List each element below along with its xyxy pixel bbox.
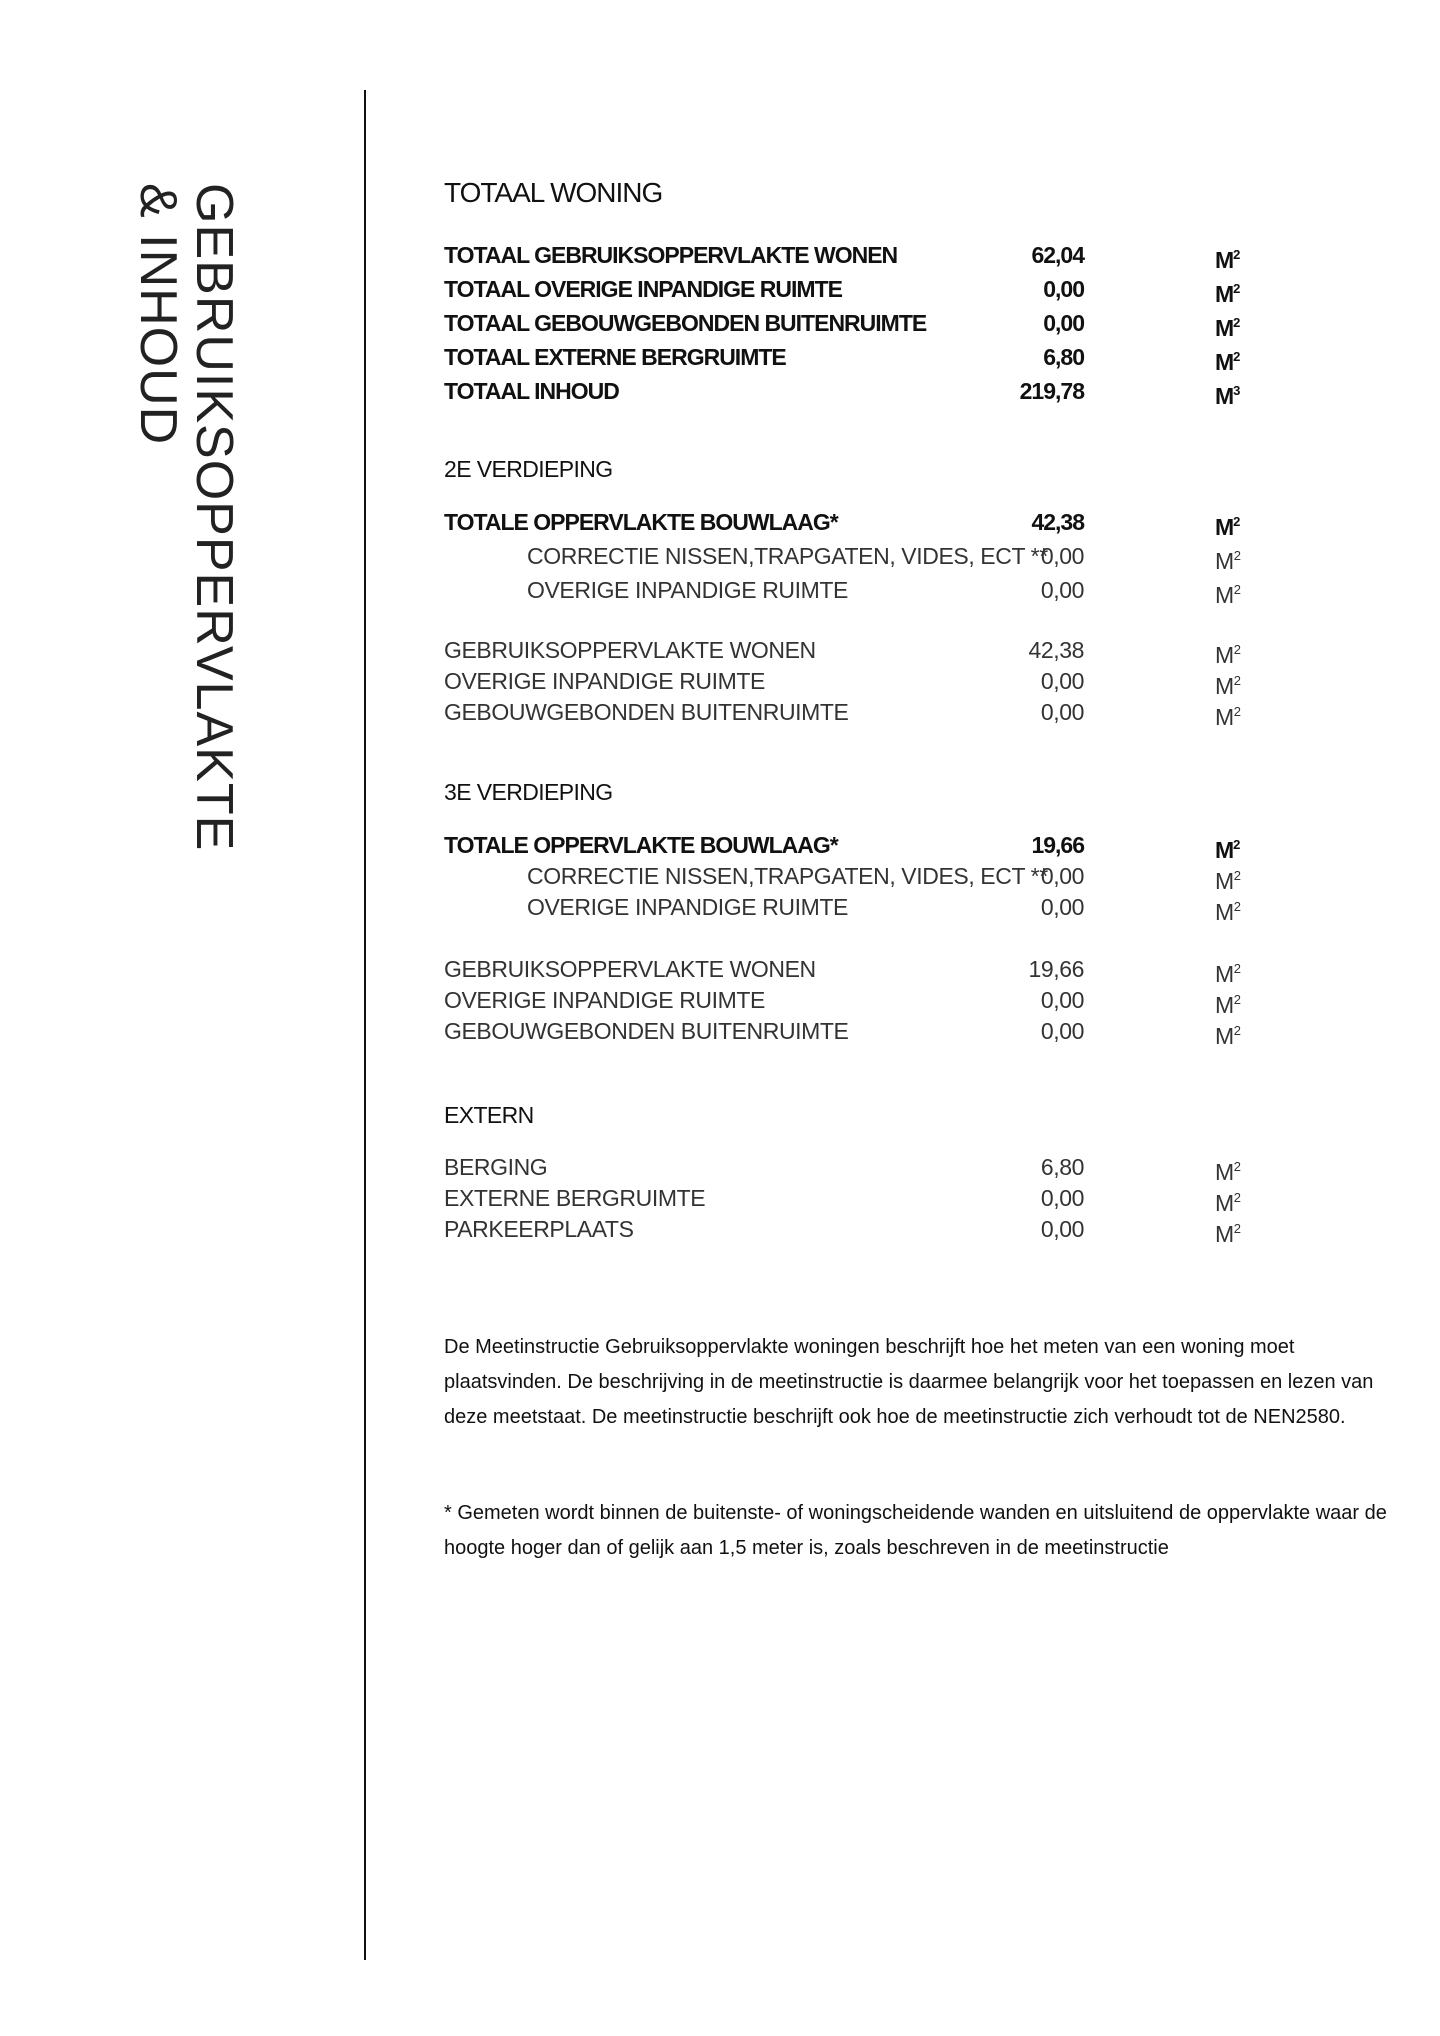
row-label: TOTALE OPPERVLAKTE BOUWLAAG* (444, 832, 838, 858)
table-row (444, 635, 1244, 668)
row-value: 0,00 (1040, 1185, 1084, 1211)
row-label: GEBOUWGEBONDEN BUITENRUIMTE (444, 699, 849, 725)
row-unit: $M^3$ (1215, 383, 1240, 409)
row-value: 0,00 (1040, 668, 1084, 694)
row-unit: $M^2$ (1215, 704, 1241, 730)
row-label: GEBRUIKSOPPERVLAKTE WONEN (444, 956, 816, 982)
row-value: 0,00 (1040, 987, 1084, 1013)
row-value: 0,00 (1040, 1018, 1084, 1044)
row-unit: $M^2$ (1215, 349, 1240, 375)
row-value: 19,66 (1028, 956, 1084, 982)
table-row (444, 954, 1244, 987)
vertical-divider (364, 90, 366, 1960)
row-unit: $M^2$ (1215, 281, 1240, 307)
row-label: BERGING (444, 1154, 548, 1180)
row-value: 6,80 (1040, 1154, 1084, 1180)
row-unit: $M^2$ (1215, 992, 1241, 1018)
table-row (444, 376, 1244, 409)
table-row (444, 1016, 1244, 1049)
row-unit: $M^2$ (1215, 899, 1241, 925)
row-label: CORRECTIE NISSEN,TRAPGATEN, VIDES, ECT ** (527, 543, 1048, 569)
row-value: 62,04 (1031, 242, 1084, 268)
row-unit: $M^2$ (1215, 1159, 1241, 1185)
row-label: TOTAAL GEBOUWGEBONDEN BUITENRUIMTE (444, 310, 927, 336)
row-unit: $M^2$ (1215, 1023, 1241, 1049)
table-row (444, 240, 1244, 273)
table-row (444, 507, 1244, 540)
row-value: 42,38 (1031, 509, 1084, 535)
row-label: TOTAAL OVERIGE INPANDIGE RUIMTE (444, 276, 842, 302)
row-label: PARKEERPLAATS (444, 1216, 634, 1242)
table-row (444, 342, 1244, 375)
row-unit: $M^2$ (1215, 961, 1241, 987)
row-value: 0,00 (1040, 863, 1084, 889)
section-heading-totaal: TOTAAL WONING (444, 177, 663, 208)
table-row (444, 308, 1244, 341)
table-row (444, 575, 1244, 608)
row-value: 0,00 (1040, 1216, 1084, 1242)
row-unit: $M^2$ (1215, 582, 1241, 608)
row-label: OVERIGE INPANDIGE RUIMTE (444, 668, 765, 694)
row-label: OVERIGE INPANDIGE RUIMTE (444, 987, 765, 1013)
row-value: 19,66 (1031, 832, 1084, 858)
table-row (444, 666, 1244, 699)
side-title-line1: GEBRUIKSOPPERVLAKTE (185, 183, 243, 852)
table-row (444, 830, 1244, 863)
row-value: 0,00 (1040, 699, 1084, 725)
table-row (444, 892, 1244, 925)
section-heading-3e-verdieping: 3E VERDIEPING (444, 779, 613, 805)
row-label: EXTERNE BERGRUIMTE (444, 1185, 706, 1211)
row-unit: $M^2$ (1215, 514, 1240, 540)
note-paragraph-meetinstructie: De Meetinstructie Gebruiksoppervlakte woningen beschrijft hoe het meten van een woning moet plaatsvinden. De beschrijving in de meetinstructie is daarmee belangrijk voor het toepassen en lezen van deze meetstaat. De meetinstructie beschrijft ook hoe de meetinstructie zich verhoudt tot de NEN2580. (444, 1336, 1374, 1428)
row-unit: $M^2$ (1215, 837, 1240, 863)
row-unit: $M^2$ (1215, 1221, 1241, 1247)
row-label: OVERIGE INPANDIGE RUIMTE (527, 894, 848, 920)
row-label: GEBRUIKSOPPERVLAKTE WONEN (444, 637, 816, 663)
row-unit: $M^2$ (1215, 1190, 1241, 1216)
side-title (130, 183, 242, 851)
row-unit: $M^2$ (1215, 247, 1240, 273)
row-value: 6,80 (1043, 344, 1084, 370)
table-row (444, 1183, 1244, 1216)
row-value: 0,00 (1043, 276, 1084, 302)
row-unit: $M^2$ (1215, 642, 1241, 668)
section-heading-extern: EXTERN (444, 1102, 534, 1128)
note-paragraph-footnote: * Gemeten wordt binnen de buitenste- of woningscheidende wanden en uitsluitend de oppervlakte waar de hoogte hoger dan of gelijk aan 1,5 meter is, zoals beschreven in de meetinstructie (444, 1502, 1387, 1559)
row-value: 42,38 (1028, 637, 1084, 663)
row-value: 0,00 (1043, 310, 1084, 336)
row-label: CORRECTIE NISSEN,TRAPGATEN, VIDES, ECT ** (527, 863, 1048, 889)
row-label: TOTALE OPPERVLAKTE BOUWLAAG* (444, 509, 838, 535)
row-unit: $M^2$ (1215, 315, 1240, 341)
table-row (444, 541, 1244, 574)
table-row (444, 274, 1244, 307)
row-label: TOTAAL EXTERNE BERGRUIMTE (444, 344, 786, 370)
side-title-line2: & INHOUD (129, 183, 187, 446)
section-heading-2e-verdieping: 2E VERDIEPING (444, 456, 613, 482)
row-value: 0,00 (1040, 894, 1084, 920)
row-label: TOTAAL GEBRUIKSOPPERVLAKTE WONEN (444, 242, 898, 268)
table-row (444, 697, 1244, 730)
row-value: 0,00 (1040, 543, 1084, 569)
row-value: 0,00 (1040, 577, 1084, 603)
table-row (444, 861, 1244, 894)
table-row (444, 1214, 1244, 1247)
row-value: 219,78 (1019, 378, 1084, 404)
row-unit: $M^2$ (1215, 673, 1241, 699)
row-label: TOTAAL INHOUD (444, 378, 619, 404)
row-unit: $M^2$ (1215, 548, 1241, 574)
row-unit: $M^2$ (1215, 868, 1241, 894)
row-label: GEBOUWGEBONDEN BUITENRUIMTE (444, 1018, 849, 1044)
table-row (444, 1152, 1244, 1185)
table-row (444, 985, 1244, 1018)
row-label: OVERIGE INPANDIGE RUIMTE (527, 577, 848, 603)
